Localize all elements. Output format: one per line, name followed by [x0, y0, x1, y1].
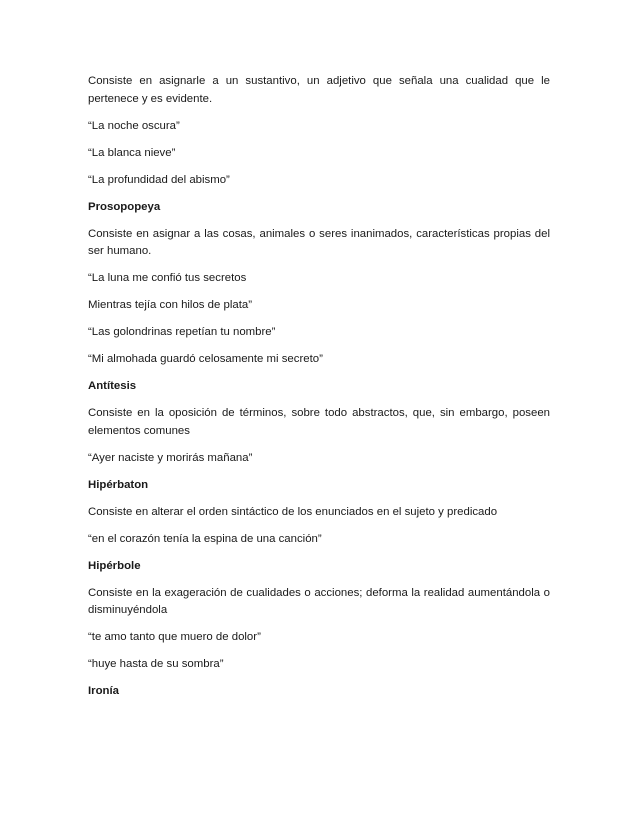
example-quote: “La profundidad del abismo” — [88, 173, 230, 186]
paragraph-definition — [88, 585, 550, 620]
paragraph-definition — [88, 226, 550, 261]
example-quote: “Mi almohada guardó celosamente mi secreto” — [88, 353, 323, 365]
example-quote: “La luna me confió tus secretos — [88, 272, 247, 284]
example-quote: “te amo tanto que muero de dolor” — [88, 631, 261, 643]
section-heading: Prosopopeya — [88, 200, 161, 213]
section-heading: Ironía — [88, 685, 120, 697]
example-quote: “huye hasta de su sombra” — [88, 658, 224, 670]
paragraph-line: disminuyéndola — [88, 604, 168, 616]
paragraph-line: Consiste en asignar a las cosas, animales o seres inanimados, características propias del — [88, 227, 550, 240]
paragraph-line: ser humano. — [88, 245, 152, 257]
paragraph-line: Consiste en la exageración de cualidades o acciones; deforma la realidad aumentándola o — [88, 586, 550, 599]
example-quote: “La noche oscura” — [88, 119, 180, 132]
paragraph-definition: Consiste en alterar el orden sintáctico de los enunciados en el sujeto y predicado — [88, 505, 498, 518]
paragraph-line: pertenece y es evidente. — [88, 92, 213, 105]
paragraph-line: Consiste en asignarle a un sustantivo, un adjetivo que señala una cualidad que le — [88, 75, 550, 87]
paragraph-definition — [88, 73, 550, 108]
section-heading: Hipérbaton — [88, 478, 149, 491]
example-quote: “en el corazón tenía la espina de una canción” — [88, 532, 322, 545]
paragraph-line: Consiste en la oposición de términos, sobre todo abstractos, que, sin embargo, poseen — [88, 407, 550, 419]
paragraph-line: elementos comunes — [88, 424, 190, 437]
example-quote: Mientras tejía con hilos de plata” — [88, 299, 252, 311]
example-quote: “Ayer naciste y morirás mañana” — [88, 451, 253, 464]
section-heading: Hipérbole — [88, 559, 141, 572]
paragraph-definition — [88, 405, 550, 440]
example-quote: “La blanca nieve” — [88, 146, 176, 159]
section-heading: Antítesis — [88, 380, 137, 392]
example-quote: “Las golondrinas repetían tu nombre” — [88, 326, 276, 338]
document-page — [88, 73, 550, 710]
